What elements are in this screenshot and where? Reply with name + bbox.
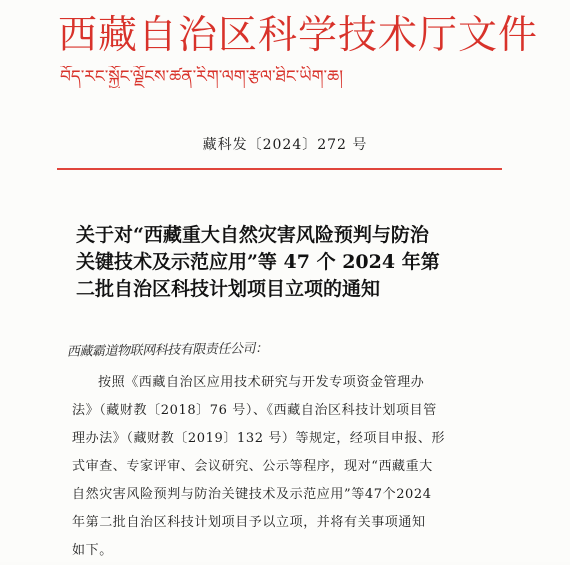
body-line-5: 自然灾害风险预判与防治关键技术及示范应用”等47个2024 — [72, 487, 432, 502]
body-line-3: 理办法》（藏财教〔2019〕132 号）等规定，经项目申报、形 — [72, 431, 446, 446]
notice-title — [76, 222, 496, 303]
issuer-title: 西藏自治区科学技术厅文件 — [58, 13, 539, 58]
notice-title-line-2: 关键技术及示范应用”等 47 个 2024 年第 — [76, 251, 440, 273]
body-line-6: 年第二批自治区科技计划项目予以立项，并将有关事项通知 — [72, 515, 426, 530]
handwritten-recipient: 西藏霸道物联网科技有限责任公司： — [66, 341, 270, 360]
red-divider-line — [57, 168, 502, 170]
issuer-title-tibetan: བོད་རང་སྐྱོང་ལྗོངས་ཚན་རིག་ལག་རྩལ་ཐིང་ཡིག་ཆ། — [60, 67, 343, 87]
notice-title-line-3: 二批自治区科技计划项目立项的通知 — [76, 278, 381, 300]
body-line-7: 如下。 — [72, 543, 113, 558]
notice-title-line-1: 关于对“西藏重大自然灾害风险预判与防治 — [76, 224, 429, 246]
document-number: 藏科发〔2024〕272 号 — [202, 137, 368, 153]
notice-body — [72, 369, 497, 565]
body-line-1: 按照《西藏自治区应用技术研究与开发专项资金管理办 — [98, 375, 425, 390]
body-line-2: 法》（藏财教〔2018〕76 号）、《西藏自治区科技计划项目管 — [72, 403, 437, 418]
body-line-4: 式审查、专家评审、会议研究、公示等程序，现对“西藏重大 — [72, 459, 433, 474]
